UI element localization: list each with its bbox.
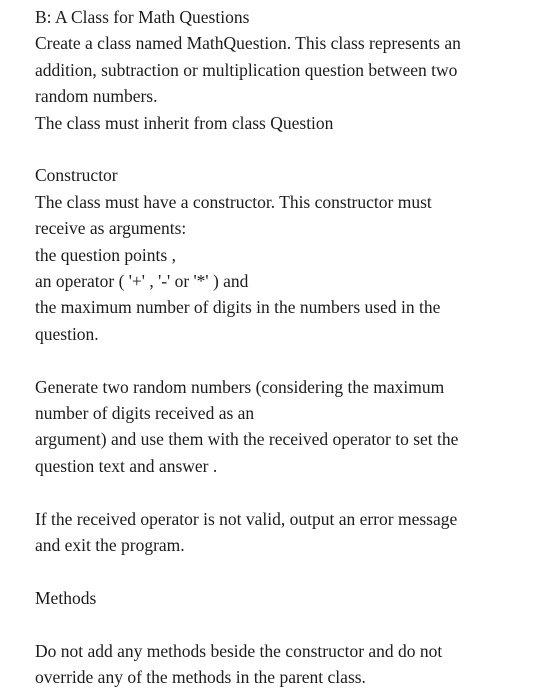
invalid-line-2: and exit the program. <box>35 535 185 556</box>
intro-line-1: Create a class named MathQuestion. This class represents an <box>35 33 461 54</box>
constructor-line-6: question. <box>35 323 99 344</box>
generate-line-3: argument) and use them with the received operator to set the <box>35 429 459 450</box>
constructor-line-1: The class must have a constructor. This constructor must <box>35 191 432 212</box>
intro-line-2: addition, subtraction or multiplication question between two <box>35 59 458 80</box>
intro-line-3: random numbers. <box>35 86 158 107</box>
constructor-line-4: an operator ( '+' , '-' or '*' ) and <box>35 271 249 292</box>
constructor-line-5: the maximum number of digits in the numbers used in the <box>35 297 441 318</box>
generate-line-1: Generate two random numbers (considering the maximum <box>35 376 445 397</box>
invalid-operator-section <box>35 506 545 559</box>
generate-section <box>35 374 545 480</box>
intro-section <box>35 4 545 136</box>
generate-line-4: question text and answer . <box>35 455 218 476</box>
section-title: B: A Class for Math Questions <box>35 7 250 27</box>
blank-line <box>35 611 545 637</box>
constructor-section <box>35 162 545 347</box>
intro-line-4: The class must inherit from class Question <box>35 112 334 133</box>
generate-line-2: number of digits received as an <box>35 403 255 424</box>
blank-line <box>35 558 545 584</box>
methods-line-2: override any of the methods in the parent class. <box>35 667 366 688</box>
blank-line <box>35 479 545 505</box>
document-body <box>35 4 545 690</box>
methods-section <box>35 638 545 691</box>
methods-heading-section <box>35 585 545 611</box>
constructor-line-3: the question points , <box>35 244 176 265</box>
methods-line-1: Do not add any methods beside the constructor and do not <box>35 640 443 661</box>
invalid-line-1: If the received operator is not valid, output an error message <box>35 508 458 529</box>
methods-heading: Methods <box>35 587 97 608</box>
blank-line <box>35 136 545 162</box>
blank-line <box>35 347 545 373</box>
constructor-heading: Constructor <box>35 165 118 186</box>
constructor-line-2: receive as arguments: <box>35 218 187 239</box>
